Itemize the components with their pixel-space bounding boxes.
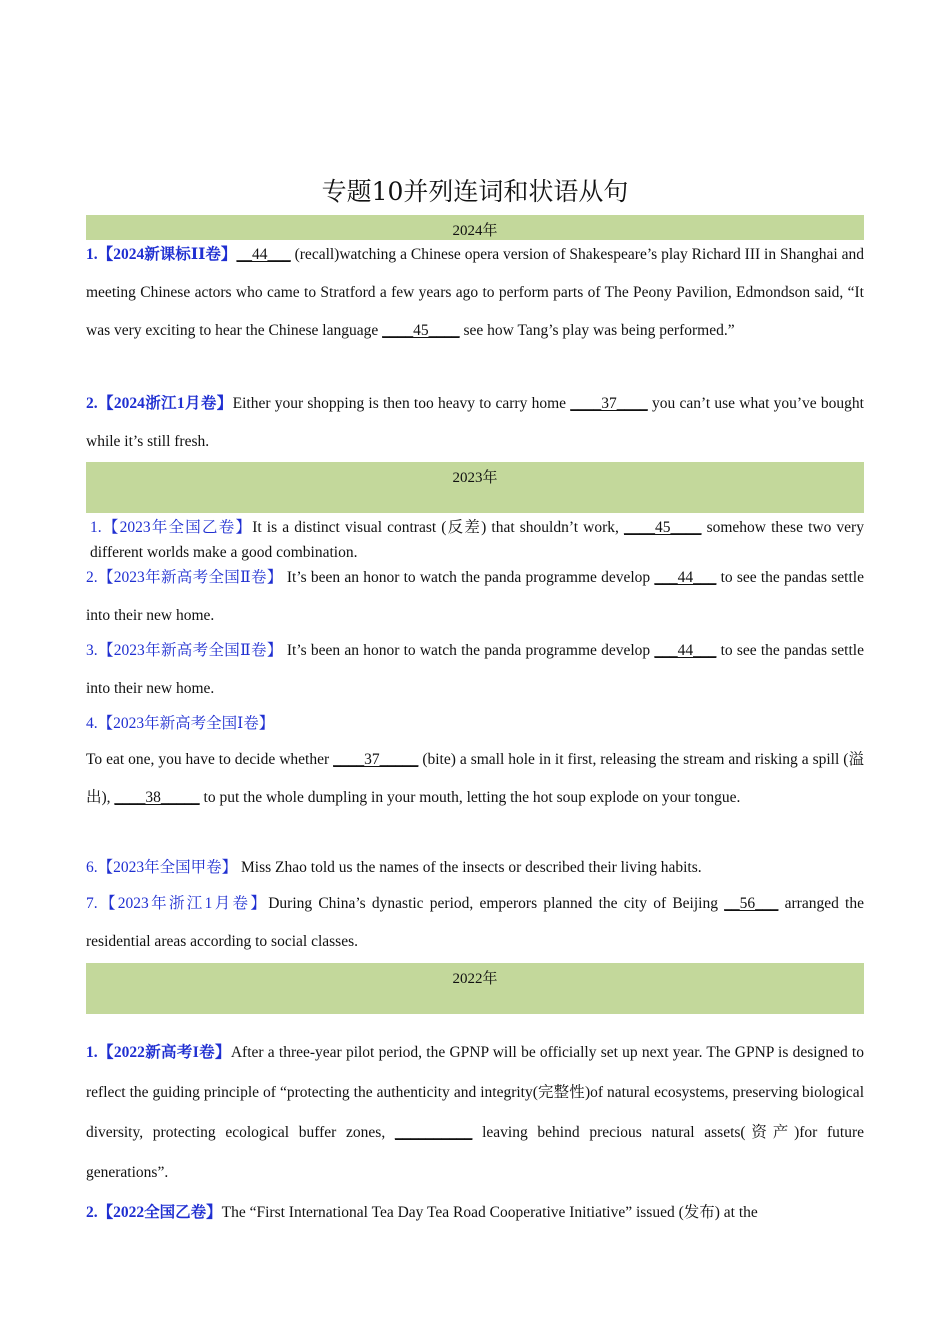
question-source — [86, 895, 268, 912]
question-source — [86, 1204, 222, 1221]
answer-blank: __44___ — [236, 246, 291, 263]
source-label: 【2024新课标ⅠⅠ卷】 — [97, 246, 237, 263]
question-text: leaving behind precious natural assets(资产)for future generations”. — [86, 1124, 865, 1181]
question-number: 2. — [86, 395, 98, 412]
question-number: 3. — [86, 642, 98, 659]
answer-blank: ____45____ — [382, 322, 460, 339]
answer-blank: ____38_____ — [114, 789, 200, 806]
source-label: 【2023年新高考全国Ⅱ卷】 — [97, 569, 283, 586]
question-text: you can’t use what you’ve bought while it’s still fresh. — [86, 395, 864, 450]
question-item — [86, 885, 864, 961]
question-source — [86, 395, 233, 412]
question-item — [86, 385, 864, 461]
question-text: Miss Zhao told us the names of the insects or described their living habits. — [237, 859, 702, 876]
question-number: 2. — [86, 1204, 98, 1221]
question-item — [86, 632, 864, 708]
question-text: Either your shopping is then too heavy to carry home — [232, 395, 571, 412]
question-source — [86, 715, 274, 732]
question-source — [90, 519, 252, 536]
question-number: 7. — [86, 895, 98, 912]
question-item — [86, 515, 864, 565]
question-text: see how Tang’s play was being performed.” — [459, 322, 735, 339]
question-text: (recall)watching a Chinese opera version of Shakespeare’s play Richard III in Shanghai and meeting Chinese actors who came to Stratford a few years ago to perform parts of The Peony Pavilion, Edmondson said, “It was very exciting to hear the Chinese language — [86, 246, 864, 339]
source-label: 【2022全国乙卷】 — [97, 1204, 222, 1221]
question-text: to see the pandas settle into their new home. — [86, 569, 864, 624]
source-label: 【2023年全国甲卷】 — [97, 859, 238, 876]
question-text: to put the whole dumpling in your mouth, letting the hot soup explode on your tongue. — [199, 789, 741, 806]
question-item — [86, 705, 864, 743]
source-label: 【2022新高考I卷】 — [97, 1044, 231, 1061]
question-number: 1. — [86, 246, 98, 263]
page-title: 专题10并列连词和状语从句 — [321, 177, 629, 206]
question-item — [86, 741, 864, 817]
year-label: 2024年 — [452, 223, 498, 239]
question-item — [86, 559, 864, 635]
source-label: 【2024浙江1月卷】 — [97, 395, 233, 412]
question-item — [86, 849, 864, 887]
answer-blank: ____37_____ — [333, 751, 419, 768]
year-label: 2022年 — [452, 971, 498, 987]
question-text: It’s been an honor to watch the panda programme develop — [282, 569, 655, 586]
question-number: 1. — [86, 1044, 98, 1061]
question-text: somehow these two very different worlds make a good combination. — [90, 519, 864, 561]
question-number: 1. — [90, 519, 102, 536]
question-text: To eat one, you have to decide whether — [86, 751, 334, 768]
source-label: 【2023年全国乙卷】 — [101, 519, 253, 536]
question-source — [86, 246, 236, 263]
question-text: It is a distinct visual contrast (反差) that shouldn’t work, — [252, 519, 624, 536]
answer-blank: ____37____ — [570, 395, 648, 412]
question-text: to see the pandas settle into their new home. — [86, 642, 864, 697]
question-text: arranged the residential areas according to social classes. — [86, 895, 864, 950]
year-label: 2023年 — [452, 470, 498, 486]
question-item — [86, 236, 864, 350]
year-header-2023 — [86, 462, 864, 513]
source-label: 【2023年浙江1月卷】 — [97, 895, 269, 912]
question-item — [86, 1194, 864, 1232]
question-source — [86, 859, 237, 876]
question-item — [86, 1033, 864, 1193]
question-source — [86, 569, 283, 586]
year-header-2022 — [86, 963, 864, 1014]
answer-blank: ____45____ — [623, 519, 702, 536]
question-source — [86, 642, 283, 659]
question-text: During China’s dynastic period, emperors planned the city of Beijing — [268, 895, 725, 912]
answer-blank: __56___ — [724, 895, 779, 912]
source-label: 【2023年新高考全国Ⅰ卷】 — [97, 715, 275, 732]
question-source — [86, 1044, 231, 1061]
question-text: It’s been an honor to watch the panda programme develop — [282, 642, 655, 659]
question-text: After a three-year pilot period, the GPNP will be officially set up next year. The GPNP is designed to reflect the guiding principle of “protecting the authenticity and integrity(完整性)of natural ecosystems, preserving biological diversity, protecting ecological buffer zones, — [86, 1044, 864, 1141]
answer-blank: ___44___ — [654, 569, 717, 586]
question-number: 4. — [86, 715, 98, 732]
question-text: The “First International Tea Day Tea Road Cooperative Initiative” issued (发布) at the — [221, 1204, 758, 1221]
source-label: 【2023年新高考全国Ⅱ卷】 — [97, 642, 283, 659]
answer-blank: __________ — [394, 1124, 473, 1141]
question-number: 6. — [86, 859, 98, 876]
question-number: 2. — [86, 569, 98, 586]
question-text: (bite) a small hole in it first, releasing the stream and risking a spill (溢出), — [86, 751, 865, 806]
answer-blank: ___44___ — [654, 642, 717, 659]
